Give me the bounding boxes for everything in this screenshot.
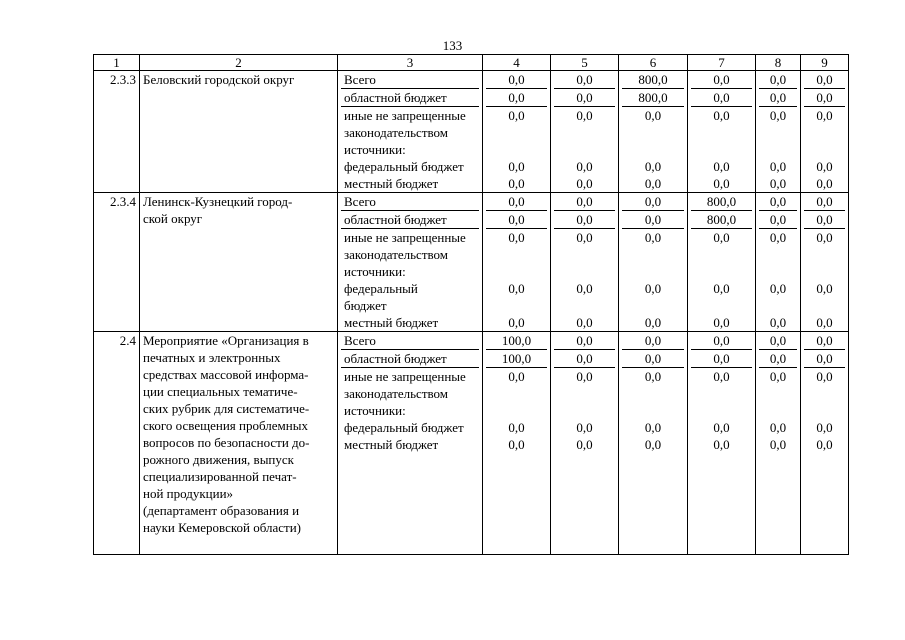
header-col-3: 3 bbox=[338, 55, 483, 71]
value-column bbox=[551, 71, 619, 193]
value-cell: 0,0 bbox=[508, 108, 525, 123]
value-column bbox=[688, 193, 756, 332]
budget-table bbox=[93, 54, 849, 555]
row-name-line: ской округ bbox=[143, 211, 203, 226]
value-column bbox=[551, 332, 619, 555]
value-cell: 0,0 bbox=[759, 350, 797, 368]
funding-category-line: иные не запрещенные bbox=[344, 230, 466, 245]
value-cell: 0,0 bbox=[769, 281, 787, 296]
value-cell: 0,0 bbox=[759, 89, 797, 107]
table-row bbox=[94, 332, 849, 555]
value-cell: 800,0 bbox=[622, 71, 684, 89]
funding-category-line: федеральный бюджет bbox=[344, 159, 464, 174]
value-column bbox=[688, 332, 756, 555]
funding-category bbox=[341, 436, 479, 554]
value-cell: 0,0 bbox=[769, 437, 787, 452]
funding-category-line: источники: bbox=[344, 403, 406, 418]
value-cell: 0,0 bbox=[816, 420, 833, 435]
header-col-8: 8 bbox=[756, 55, 801, 71]
funding-category-line: федеральный bbox=[344, 281, 418, 296]
funding-category-line: источники: bbox=[344, 142, 406, 157]
value-column bbox=[551, 193, 619, 332]
row-name-line: вопросов по безопасности до- bbox=[143, 435, 310, 450]
funding-category-line: иные не запрещенные bbox=[344, 108, 466, 123]
value-cell: 0,0 bbox=[769, 230, 787, 245]
value-cell: 0,0 bbox=[759, 71, 797, 89]
value-column bbox=[688, 71, 756, 193]
value-cell: 0,0 bbox=[622, 193, 684, 211]
funding-category-line: источники: bbox=[344, 264, 406, 279]
row-code: 2.3.4 bbox=[94, 193, 140, 332]
value-cell: 0,0 bbox=[816, 230, 833, 245]
funding-category bbox=[341, 368, 479, 419]
value-cell: 800,0 bbox=[691, 211, 752, 229]
value-cell: 0,0 bbox=[816, 176, 833, 191]
header-col-4: 4 bbox=[483, 55, 551, 71]
row-name-line: печатных и электронных bbox=[143, 350, 281, 365]
funding-category bbox=[341, 229, 479, 280]
value-cell: 0,0 bbox=[554, 89, 615, 107]
value-cell: 0,0 bbox=[486, 71, 547, 89]
value-column bbox=[756, 71, 801, 193]
row-name-line: Ленинск-Кузнецкий город- bbox=[143, 194, 293, 209]
funding-category bbox=[341, 193, 479, 211]
value-cell: 0,0 bbox=[769, 369, 787, 384]
value-cell: 0,0 bbox=[576, 437, 593, 452]
row-name-line: ной продукции» bbox=[143, 486, 234, 501]
header-col-7: 7 bbox=[688, 55, 756, 71]
value-cell: 0,0 bbox=[644, 159, 662, 174]
value-cell: 0,0 bbox=[644, 281, 662, 296]
row-name-line: Беловский городской округ bbox=[143, 72, 295, 87]
row-name-line: науки Кемеровской области) bbox=[143, 520, 302, 535]
value-cell: 0,0 bbox=[622, 211, 684, 229]
value-column bbox=[619, 332, 688, 555]
value-cell: 0,0 bbox=[804, 350, 845, 368]
funding-category-line: бюджет bbox=[344, 298, 387, 313]
value-cell: 0,0 bbox=[576, 281, 593, 296]
row-name-line: рожного движения, выпуск bbox=[143, 452, 294, 467]
funding-category-line: областной бюджет bbox=[344, 351, 447, 366]
value-cell: 0,0 bbox=[508, 230, 525, 245]
value-column bbox=[619, 71, 688, 193]
value-cell: 0,0 bbox=[759, 332, 797, 350]
value-cell: 0,0 bbox=[508, 281, 525, 296]
value-cell: 0,0 bbox=[713, 159, 730, 174]
funding-category bbox=[341, 314, 479, 331]
header-col-9: 9 bbox=[801, 55, 849, 71]
value-cell: 0,0 bbox=[804, 193, 845, 211]
value-cell: 0,0 bbox=[554, 193, 615, 211]
value-cell: 0,0 bbox=[713, 315, 730, 330]
value-cell: 0,0 bbox=[804, 211, 845, 229]
value-cell: 800,0 bbox=[622, 89, 684, 107]
funding-category-line: законодательством bbox=[344, 247, 449, 262]
value-cell: 0,0 bbox=[713, 108, 730, 123]
row-name-line: (департамент образования и bbox=[143, 503, 300, 518]
value-cell: 0,0 bbox=[691, 71, 752, 89]
value-cell: 0,0 bbox=[644, 369, 662, 384]
header-col-1: 1 bbox=[94, 55, 140, 71]
funding-categories bbox=[338, 332, 483, 555]
value-cell: 0,0 bbox=[769, 420, 787, 435]
value-cell: 0,0 bbox=[554, 332, 615, 350]
value-cell: 0,0 bbox=[769, 176, 787, 191]
value-cell: 0,0 bbox=[816, 108, 833, 123]
value-cell: 0,0 bbox=[576, 159, 593, 174]
value-cell: 0,0 bbox=[622, 332, 684, 350]
row-name bbox=[140, 193, 338, 332]
funding-category-line: законодательством bbox=[344, 386, 449, 401]
value-cell: 0,0 bbox=[713, 281, 730, 296]
funding-category bbox=[341, 280, 479, 314]
value-cell: 0,0 bbox=[713, 176, 730, 191]
value-cell: 0,0 bbox=[644, 437, 662, 452]
value-cell: 0,0 bbox=[713, 420, 730, 435]
funding-category-line: местный бюджет bbox=[344, 437, 439, 452]
value-column bbox=[801, 193, 849, 332]
header-row bbox=[94, 55, 849, 71]
table-row bbox=[94, 193, 849, 332]
row-code: 2.3.3 bbox=[94, 71, 140, 193]
value-column bbox=[801, 332, 849, 555]
value-cell: 0,0 bbox=[508, 437, 525, 452]
value-cell: 0,0 bbox=[508, 315, 525, 330]
value-cell: 0,0 bbox=[576, 108, 593, 123]
value-cell: 0,0 bbox=[508, 159, 525, 174]
value-cell: 0,0 bbox=[644, 420, 662, 435]
value-cell: 100,0 bbox=[486, 332, 547, 350]
value-cell: 0,0 bbox=[759, 193, 797, 211]
value-cell: 0,0 bbox=[691, 89, 752, 107]
value-cell: 0,0 bbox=[713, 437, 730, 452]
funding-category-line: иные не запрещенные bbox=[344, 369, 466, 384]
value-cell: 0,0 bbox=[816, 281, 833, 296]
value-cell: 0,0 bbox=[576, 230, 593, 245]
value-cell: 0,0 bbox=[576, 176, 593, 191]
row-code: 2.4 bbox=[94, 332, 140, 555]
value-cell: 0,0 bbox=[804, 89, 845, 107]
value-cell: 0,0 bbox=[622, 350, 684, 368]
value-cell: 0,0 bbox=[713, 369, 730, 384]
funding-category-line: местный бюджет bbox=[344, 315, 439, 330]
value-cell: 100,0 bbox=[486, 350, 547, 368]
funding-category-line: законодательством bbox=[344, 125, 449, 140]
header-col-6: 6 bbox=[619, 55, 688, 71]
funding-categories bbox=[338, 193, 483, 332]
value-cell: 0,0 bbox=[759, 211, 797, 229]
value-column bbox=[483, 332, 551, 555]
value-cell: 0,0 bbox=[576, 420, 593, 435]
row-name-line: средствах массовой информа- bbox=[143, 367, 309, 382]
value-cell: 0,0 bbox=[644, 108, 662, 123]
value-cell: 0,0 bbox=[691, 332, 752, 350]
value-cell: 0,0 bbox=[769, 315, 787, 330]
page-number: 133 bbox=[442, 38, 463, 53]
value-cell: 0,0 bbox=[644, 176, 662, 191]
funding-category bbox=[341, 332, 479, 350]
value-cell: 800,0 bbox=[691, 193, 752, 211]
funding-category bbox=[341, 89, 479, 107]
value-column bbox=[483, 71, 551, 193]
funding-category-line: областной бюджет bbox=[344, 212, 447, 227]
value-cell: 0,0 bbox=[769, 159, 787, 174]
value-column bbox=[756, 332, 801, 555]
value-cell: 0,0 bbox=[713, 230, 730, 245]
value-column bbox=[756, 193, 801, 332]
value-cell: 0,0 bbox=[508, 369, 525, 384]
funding-category-line: федеральный бюджет bbox=[344, 420, 464, 435]
funding-category bbox=[341, 71, 479, 89]
value-cell: 0,0 bbox=[554, 71, 615, 89]
value-cell: 0,0 bbox=[508, 176, 525, 191]
funding-category bbox=[341, 350, 479, 368]
header-col-5: 5 bbox=[551, 55, 619, 71]
row-name-line: ских рубрик для систематиче- bbox=[143, 401, 310, 416]
funding-categories bbox=[338, 71, 483, 193]
value-cell: 0,0 bbox=[486, 193, 547, 211]
value-cell: 0,0 bbox=[816, 315, 833, 330]
value-cell: 0,0 bbox=[769, 108, 787, 123]
value-cell: 0,0 bbox=[644, 230, 662, 245]
funding-category-line: Всего bbox=[344, 333, 376, 348]
funding-category bbox=[341, 175, 479, 192]
value-cell: 0,0 bbox=[486, 211, 547, 229]
value-cell: 0,0 bbox=[554, 211, 615, 229]
funding-category-line: местный бюджет bbox=[344, 176, 439, 191]
funding-category bbox=[341, 419, 479, 436]
table-row bbox=[94, 71, 849, 193]
value-cell: 0,0 bbox=[554, 350, 615, 368]
value-cell: 0,0 bbox=[816, 369, 833, 384]
row-name-line: ского освещения проблемных bbox=[143, 418, 308, 433]
row-name bbox=[140, 71, 338, 193]
value-cell: 0,0 bbox=[576, 369, 593, 384]
funding-category bbox=[341, 158, 479, 175]
funding-category bbox=[341, 211, 479, 229]
funding-category-line: Всего bbox=[344, 72, 376, 87]
funding-category-line: областной бюджет bbox=[344, 90, 447, 105]
value-column bbox=[483, 193, 551, 332]
value-cell: 0,0 bbox=[644, 315, 662, 330]
value-cell: 0,0 bbox=[486, 89, 547, 107]
row-name-line: Мероприятие «Организация в bbox=[143, 333, 309, 348]
row-name-line: ции специальных тематиче- bbox=[143, 384, 298, 399]
value-cell: 0,0 bbox=[816, 159, 833, 174]
row-name bbox=[140, 332, 338, 555]
row-name-line: специализированной печат- bbox=[143, 469, 297, 484]
value-cell: 0,0 bbox=[804, 71, 845, 89]
value-column bbox=[801, 71, 849, 193]
value-column bbox=[619, 193, 688, 332]
value-cell: 0,0 bbox=[804, 332, 845, 350]
value-cell: 0,0 bbox=[508, 420, 525, 435]
value-cell: 0,0 bbox=[576, 315, 593, 330]
header-col-2: 2 bbox=[140, 55, 338, 71]
value-cell: 0,0 bbox=[816, 437, 833, 452]
value-cell: 0,0 bbox=[691, 350, 752, 368]
funding-category-line: Всего bbox=[344, 194, 376, 209]
funding-category bbox=[341, 107, 479, 158]
